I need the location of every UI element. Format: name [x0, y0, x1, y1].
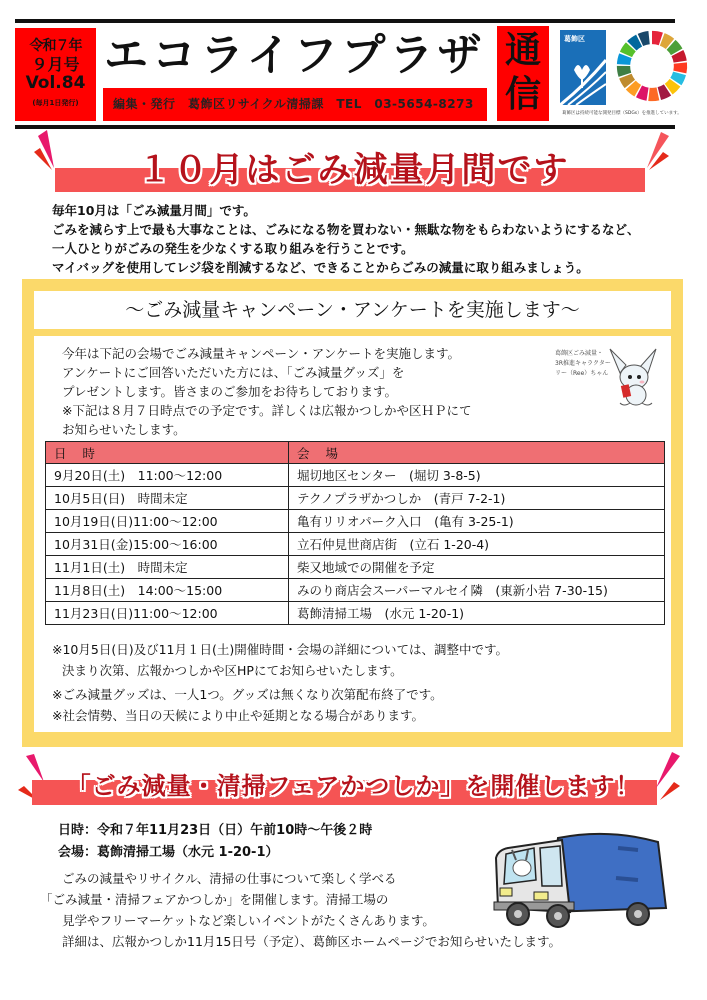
note-line: ※社会情勢、当日の天候により中止や延期となる場合があります。	[52, 708, 424, 723]
fair-title: 「ごみ減量・清掃フェアかつしか」を開催します！	[66, 772, 641, 800]
intro-line: 毎年10月は「ごみ減量月間」です。	[52, 203, 256, 218]
cell-datetime: 11月8日(土) 14:00～15:00	[46, 579, 289, 602]
gomi-month-intro	[52, 201, 672, 277]
table-row	[46, 579, 665, 602]
newsletter-title: エコライフプラザ	[104, 30, 486, 81]
issue-month: ９月号	[31, 55, 80, 74]
campaign-schedule-table	[45, 441, 665, 625]
table-row	[46, 556, 665, 579]
intro-line: 一人ひとりがごみの発生を少なくする取り組みを行うことです。	[52, 241, 414, 256]
ward-logo-label: 葛飾区	[564, 35, 585, 43]
fair-banner	[0, 752, 707, 812]
intro-line: マイバッグを使用してレジ袋を削減するなど、できることからごみの減量に取り組みましょう。	[52, 260, 589, 275]
fair-desc-line: 詳細は、広報かつしか11月15日号（予定）、葛飾区ホームページでお知らせいたします。	[62, 934, 561, 949]
cell-venue: 立石仲見世商店街 (立石 1-20-4)	[289, 533, 665, 556]
campaign-line: 今年は下記の会場でごみ減量キャンペーン・アンケートを実施します。	[62, 346, 461, 361]
fair-description	[40, 868, 561, 952]
header-rule-bottom	[15, 125, 675, 129]
intro-line: ごみを減らす上で最も大事なことは、ごみになる物を買わない・無駄な物をもらわないようにするなど、	[52, 222, 640, 237]
cell-datetime: 10月5日(日) 時間未定	[46, 487, 289, 510]
issue-schedule: (毎月1日発行)	[32, 99, 79, 107]
cell-datetime: 9月20日(土) 11:00～12:00	[46, 464, 289, 487]
cell-datetime: 10月19日(日)11:00～12:00	[46, 510, 289, 533]
garbage-truck-icon	[488, 828, 688, 932]
table-row	[46, 510, 665, 533]
mascot-caption-line: リー（Ree）ちゃん	[555, 370, 609, 377]
table-row	[46, 533, 665, 556]
cell-venue: 亀有リリオパーク入口 (亀有 3-25-1)	[289, 510, 665, 533]
publisher-bar: 編集・発行 葛飾区リサイクル清掃課 TEL 03-5654-8273	[103, 88, 487, 121]
newsletter-title-suffix	[497, 26, 549, 121]
sdgs-caption: 葛飾区は持続可能な開発目標（SDGs）を推進しています。	[562, 111, 682, 116]
cell-datetime: 10月31日(金)15:00～16:00	[46, 533, 289, 556]
cell-venue: 柴又地域での開催を予定	[289, 556, 665, 579]
title-suffix-char-1: 通	[504, 30, 541, 71]
cell-venue: 堀切地区センター (堀切 3-8-5)	[289, 464, 665, 487]
fair-venue: 会場：葛飾清掃工場（水元 1-20-1）	[58, 845, 279, 860]
cell-venue: 葛飾清掃工場 (水元 1-20-1)	[289, 602, 665, 625]
title-suffix-char-2: 信	[504, 74, 541, 115]
issue-info-box	[15, 28, 96, 121]
fair-details	[58, 820, 372, 864]
fair-desc-line: 「ごみ減量・清掃フェアかつしか」を開催します。清掃工場の	[40, 892, 389, 907]
katsushika-ward-logo-icon	[560, 30, 606, 105]
gomi-month-banner	[0, 130, 707, 195]
campaign-line: アンケートにご回答いただいた方には、「ごみ減量グッズ」を	[62, 365, 405, 380]
issue-era-year: 令和７年	[29, 38, 82, 54]
fair-desc-line: 見学やフリーマーケットなど楽しいイベントがたくさんあります。	[62, 913, 435, 928]
fair-datetime: 日時：令和７年11月23日（日）午前10時～午後２時	[58, 823, 373, 838]
cell-venue: みのり商店会スーパーマルセイ隣 (東新小岩 7-30-15)	[289, 579, 665, 602]
fair-desc-line: ごみの減量やリサイクル、清掃の仕事について楽しく学べる	[62, 871, 397, 886]
header-rule-top	[15, 19, 675, 23]
campaign-notes	[52, 639, 508, 726]
column-header-datetime: 日 時	[46, 442, 289, 464]
note-line: ※ごみ減量グッズは、一人1つ。グッズは無くなり次第配布終了です。	[52, 687, 443, 702]
table-header-row	[46, 442, 665, 464]
table-row	[46, 487, 665, 510]
issue-volume: Vol.84	[25, 73, 86, 93]
campaign-line: ※下記は８月７日時点での予定です。詳しくは広報かつしかや区ＨＰにて	[62, 403, 472, 418]
mascot-caption-line: 3R推進キャラクター	[555, 360, 611, 367]
table-row	[46, 464, 665, 487]
gomi-month-title: １０月はごみ減量月間です	[137, 150, 570, 190]
cell-datetime: 11月1日(土) 時間未定	[46, 556, 289, 579]
campaign-description	[62, 344, 471, 439]
campaign-title: ～ごみ減量キャンペーン・アンケートを実施します～	[34, 291, 671, 329]
column-header-venue: 会 場	[289, 442, 665, 464]
cell-datetime: 11月23日(日)11:00～12:00	[46, 602, 289, 625]
rabbit-mascot-icon	[606, 347, 662, 407]
table-row	[46, 602, 665, 625]
cell-venue: テクノプラザかつしか (青戸 7-2-1)	[289, 487, 665, 510]
sdgs-wheel-icon	[614, 28, 690, 104]
mascot-caption-line: 葛飾区ごみ減量・	[555, 350, 604, 357]
campaign-line: お知らせいたします。	[62, 422, 186, 437]
note-line: ※10月5日(日)及び11月１日(土)開催時間・会場の詳細については、調整中です。	[52, 642, 508, 657]
campaign-line: プレゼントします。皆さまのご参加をお待ちしております。	[62, 384, 398, 399]
note-line: 決まり次第、広報かつしかや区HPにてお知らせいたします。	[62, 663, 403, 678]
